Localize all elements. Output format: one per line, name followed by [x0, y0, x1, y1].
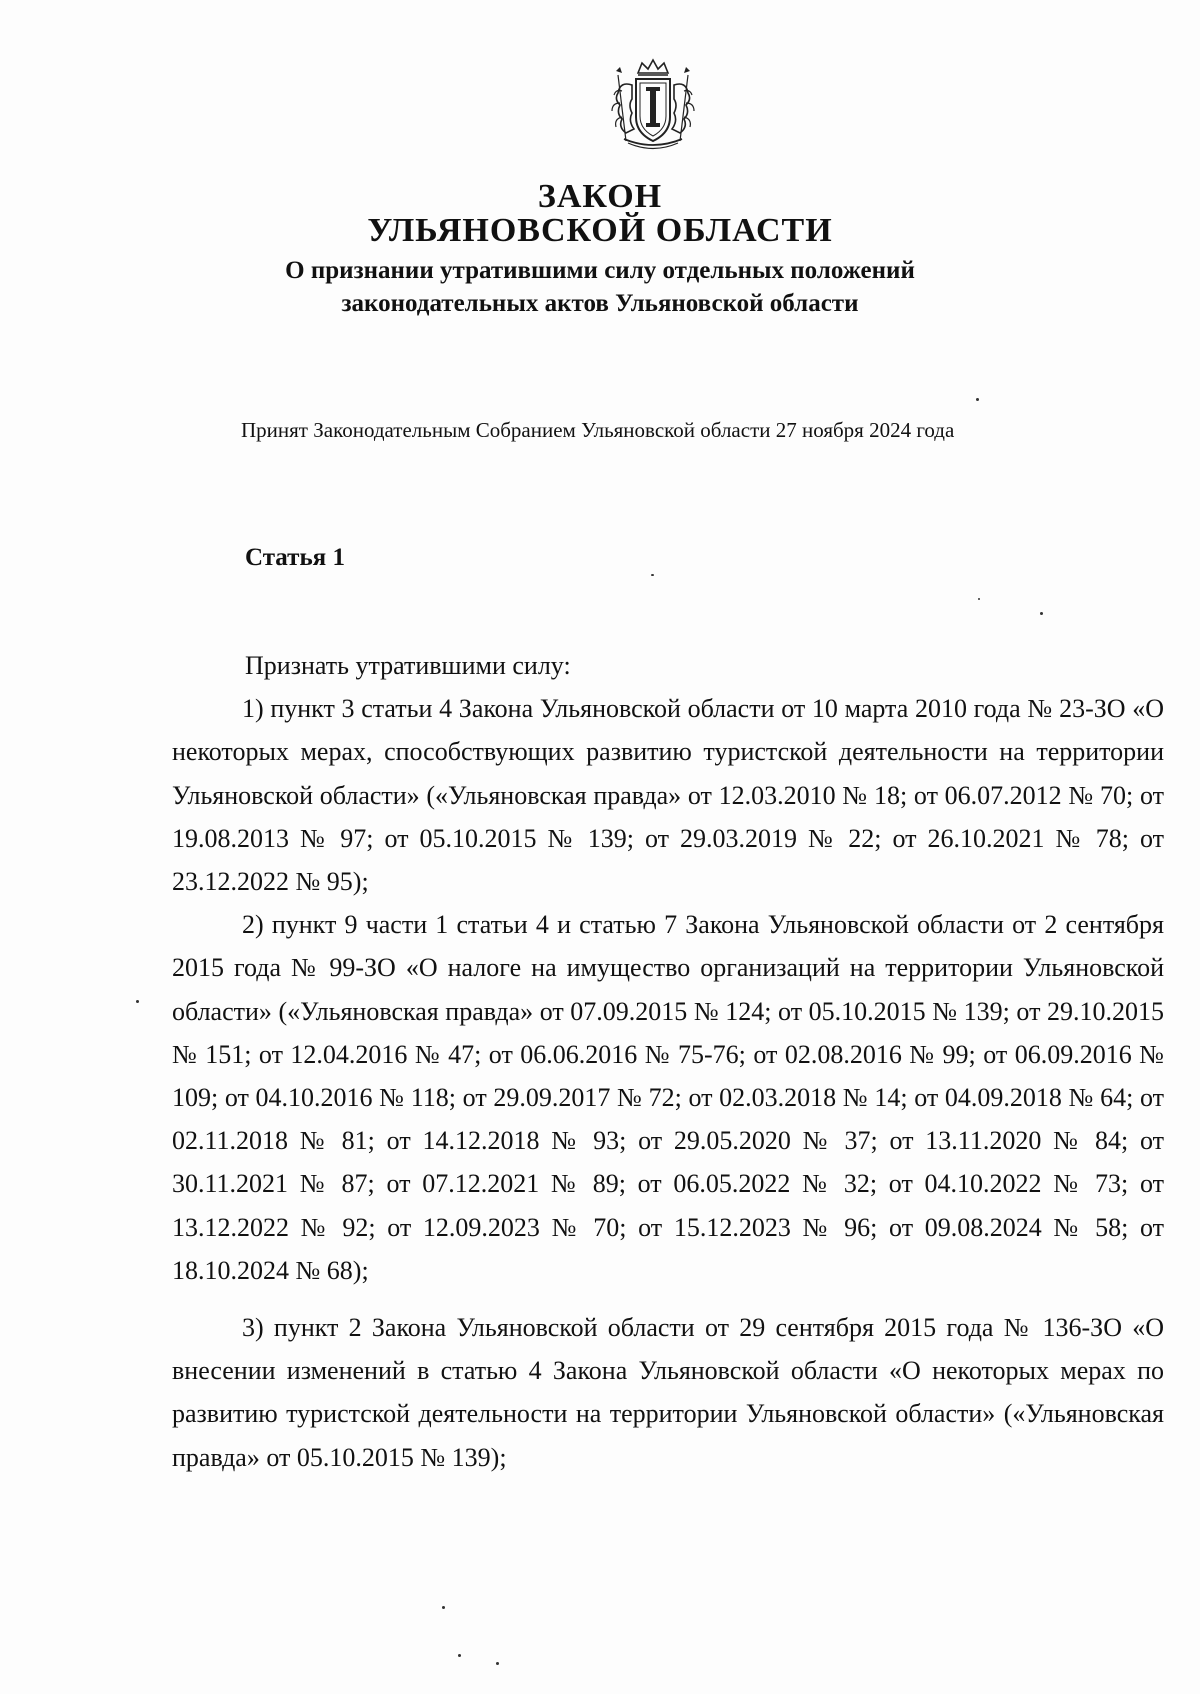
scan-speck — [496, 1662, 499, 1665]
scan-speck — [1040, 612, 1043, 615]
coat-of-arms-icon — [598, 55, 708, 155]
article-item-2: 2) пункт 9 части 1 статьи 4 и статью 7 Закона Ульяновской области от 2 сентября 2015 года № 99-ЗО «О налоге на имущество организаций на территории Ульяновской области» («Ульяновская правда» от 07.09.2015 № 124; от 05.10.2015 № 139; от 29.10.2015 № 151; от 12.04.2016 № 47; от 06.06.2016 № 75-76; от 02.08.2016 № 99; от 06.09.2016 № 109; от 04.10.2016 № 118; от 29.09.2017 № 72; от 02.03.2018 № 14; от 04.09.2018 № 64; от 02.11.2018 № 81; от 14.12.2018 № 93; от 29.05.2020 № 37; от 13.11.2020 № 84; от 30.11.2021 № 87; от 07.12.2021 № 89; от 06.05.2022 № 32; от 04.10.2022 № 73; от 13.12.2022 № 92; от 12.09.2023 № 70; от 15.12.2023 № 96; от 09.08.2024 № 58; от 18.10.2024 № 68); — [172, 910, 1164, 1285]
region-title: УЛЬЯНОВСКОЙ ОБЛАСТИ — [367, 212, 833, 249]
scan-speck — [136, 1000, 139, 1003]
article-heading: Статья 1 — [245, 544, 345, 571]
scan-speck — [458, 1654, 461, 1657]
article-item-3: 3) пункт 2 Закона Ульяновской области от 29 сентября 2015 года № 136-ЗО «О внесении изменений в статью 4 Закона Ульяновской области «О некоторых мерах по развитию туристской деятельности на территории Ульяновской области» («Ульяновская правда» от 05.10.2015 № 139); — [172, 1313, 1164, 1472]
article-body — [172, 644, 1164, 1479]
scan-speck — [978, 598, 980, 600]
law-subtitle-line2: законодательных актов Ульяновской области — [341, 290, 859, 317]
law-title: ЗАКОН — [537, 178, 663, 215]
law-subtitle-line1: О признании утратившими силу отдельных положений — [285, 257, 915, 284]
scan-speck — [976, 398, 979, 401]
article-intro: Признать утратившими силу: — [245, 651, 571, 680]
scan-speck — [442, 1606, 445, 1609]
scan-speck — [651, 574, 654, 576]
article-item-1: 1) пункт 3 статьи 4 Закона Ульяновской области от 10 марта 2010 года № 23-ЗО «О некоторых мерах, способствующих развитию туристской деятельности на территории Ульяновской области» («Ульяновская правда» от 12.03.2010 № 18; от 06.07.2012 № 70; от 19.08.2013 № 97; от 05.10.2015 № 139; от 29.03.2019 № 22; от 26.10.2021 № 78; от 23.12.2022 № 95); — [172, 694, 1164, 897]
adoption-note: Принят Законодательным Собранием Ульяновской области 27 ноября 2024 года — [241, 418, 955, 442]
